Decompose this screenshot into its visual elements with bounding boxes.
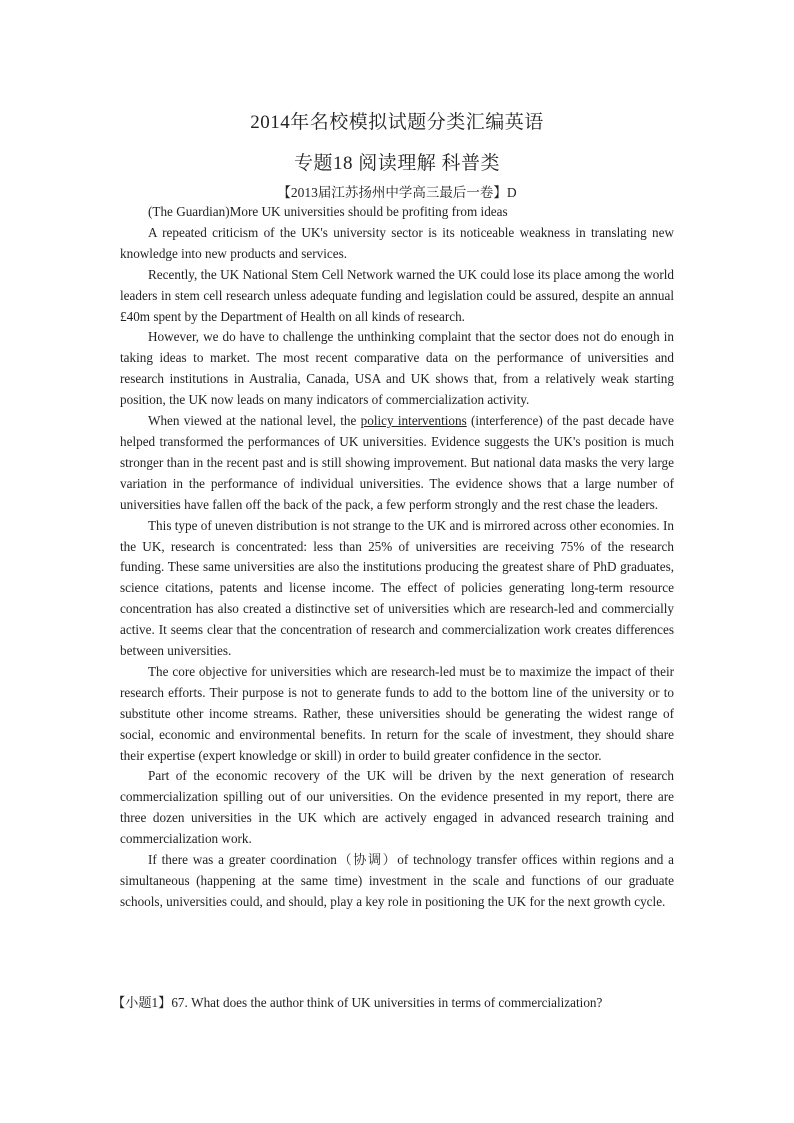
document-title: 2014年名校模拟试题分类汇编英语 — [250, 112, 544, 133]
paragraph-8: If there was a greater coordination（协调）of technology transfer offices within regions and a simultaneous (happening at the same time) investment in the scale and functions of our graduate schools, universities could, and should, play a key role in positioning the UK for the next growth cycle. — [120, 852, 674, 909]
paragraph-6: The core objective for universities which are research-led must be to maximize the impact of their research efforts. Their purpose is not to generate funds to add to the bottom line of the university or to substitute other income streams. Rather, these universities should be generating the widest range of social, economic and environmental benefits. In return for the scale of investment, they should share their expertise (expert knowledge or skill) in order to build greater confidence in the sector. — [120, 663, 674, 763]
paragraph-5: This type of uneven distribution is not strange to the UK and is mirrored across other economies. In the UK, research is concentrated: less than 25% of universities are receiving 75% of the research funding. These same universities are also the institutions producing the greatest share of PhD graduates, science citations, patents and license income. The effect of policies generating long-term resource concentration has also created a distinctive set of universities which are research-led and commercially active. It seems clear that the concentration of research and commercialization work creates differences between universities. — [120, 517, 674, 659]
paragraph-3: However, we do have to challenge the unthinking complaint that the sector does not do enough in taking ideas to market. The most recent comparative data on the performance of universities and research institutions in Australia, Canada, USA and UK shows that, from a relatively weak starting position, the UK now leads on many indicators of commercialization activity. — [120, 329, 674, 408]
paragraph-7: Part of the economic recovery of the UK will be driven by the next generation of research commercialization spilling out of our universities. On the evidence presented in my report, there are three dozen universities in the UK which are actively engaged in advanced research training and commercialization work. — [120, 768, 674, 847]
paragraph-4-rest: (interference) of the past decade have helped transformed the performances of UK universities. Evidence suggests the UK's position is much stronger than in the recent past and is still showing improvement. But national data masks the very large variation in the performance of individual universities. The evidence shows that a large number of universities have fallen off the back of the pack, a few perform strongly and the rest chase the leaders. — [120, 413, 674, 512]
underlined-phrase: policy interventions — [360, 413, 467, 429]
question-1: 【小题1】67. What does the author think of UK universities in terms of commercialization? — [112, 995, 603, 1010]
article-body — [120, 202, 674, 913]
paragraph-4-start: When viewed at the national level, the — [148, 413, 361, 429]
paragraph-4 — [120, 411, 674, 516]
paragraph-1: A repeated criticism of the UK's university sector is its noticeable weakness in translating new knowledge into new products and services. — [120, 224, 674, 261]
document-subtitle: 专题18 阅读理解 科普类 — [293, 153, 500, 174]
article-headline: (The Guardian)More UK universities should be profiting from ideas — [148, 204, 508, 219]
exam-source: 【2013届江苏扬州中学高三最后一卷】D — [277, 185, 517, 200]
paragraph-2: Recently, the UK National Stem Cell Network warned the UK could lose its place among the world leaders in stem cell research unless adequate funding and legislation could be assured, despite an annual £40m spent by the Department of Health on all kinds of research. — [120, 266, 674, 324]
